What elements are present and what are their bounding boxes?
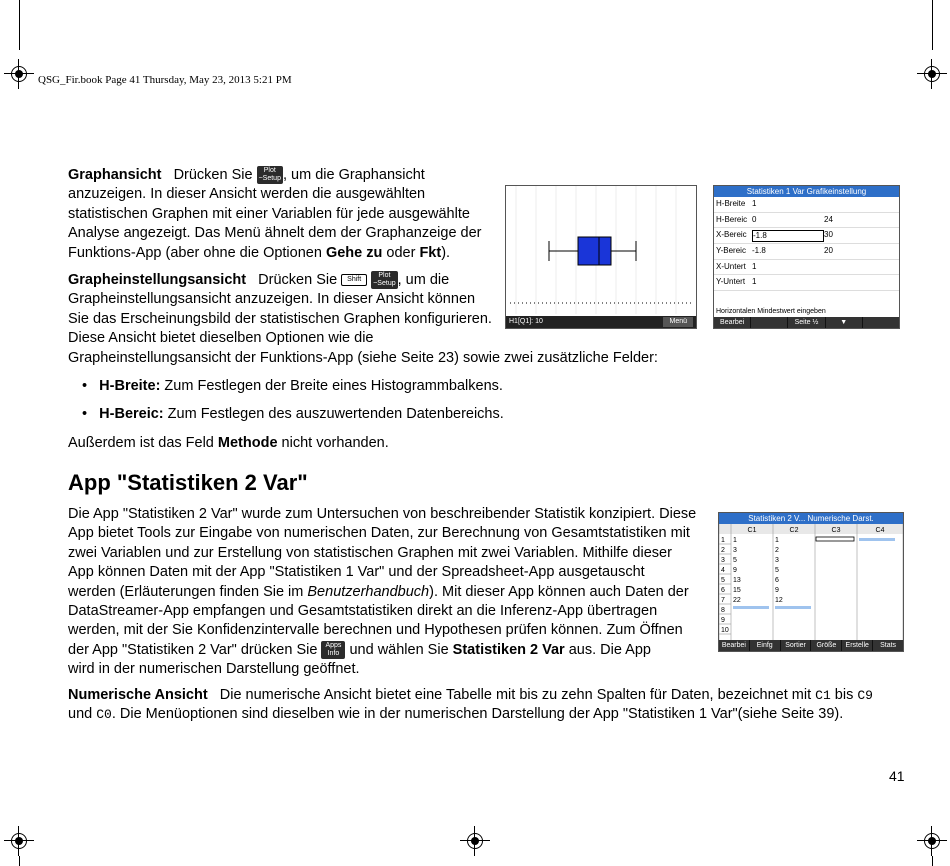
- text: werden (Erläuterungen finden Sie im: [68, 583, 308, 600]
- menu-button[interactable]: Bearbei: [714, 317, 750, 328]
- table-cell: 1: [721, 537, 725, 544]
- calculator-screen-plot-setup: [713, 185, 900, 329]
- text-line: Die App "Statistiken 2 Var" wurde zum Untersuchen von beschreibender Statistik konzipiert. Diese: [68, 506, 697, 522]
- bold-term: Fkt: [419, 244, 442, 261]
- registration-mark-icon: [4, 826, 34, 856]
- table-cell: 22: [733, 597, 741, 604]
- text-line: Sie das Erscheinungsbild der statistischen Graphen konfigurieren.: [68, 310, 492, 327]
- column-header: C2: [789, 527, 799, 534]
- table-cell: 13: [733, 577, 741, 584]
- bold-term: Methode: [217, 435, 278, 451]
- table-cell: 1: [733, 537, 737, 544]
- text: ). Mit dieser App können auch Daten der: [429, 583, 689, 600]
- text-line: Analyse angezeigt. Das Menü ähnelt dem der Graphanzeige der: [68, 225, 482, 242]
- setting-label: X-Untert: [716, 261, 746, 271]
- table-cell: 9: [775, 587, 779, 594]
- bold-term: Statistiken 2 Var: [452, 641, 565, 658]
- plot-key-icon: Plot ~Setup: [258, 167, 281, 183]
- text-line: statistischen Graphen mit einer Variablen für jede ausgewählte: [68, 205, 470, 222]
- text: Die numerische Ansicht bietet eine Tabelle mit bis zu zehn Spalten für Daten, bezeichnet mit: [219, 687, 816, 703]
- text-line: DataStreamer-App empfangen und Gesamtstatistiken direkt an die Inferenz-App übertragen: [68, 603, 658, 620]
- code-term: C1: [815, 688, 831, 703]
- setting-value[interactable]: 20: [824, 246, 833, 256]
- text: , um die: [397, 272, 450, 288]
- bullet-text: Zum Festlegen des auszuwertenden Datenbereichs.: [163, 406, 504, 422]
- screen-title: Statistiken 1 Var Grafikeinstellung: [714, 186, 899, 197]
- text: nicht vorhanden.: [277, 435, 389, 451]
- text-line: Diese Ansicht bietet dieselben Optionen wie die: [68, 330, 374, 347]
- code-term: C0: [96, 707, 112, 723]
- setting-label: H-Bereic: [716, 214, 748, 224]
- setting-value[interactable]: 1: [752, 261, 757, 271]
- calculator-screen-numeric: [718, 512, 904, 652]
- page-number: 41: [889, 768, 905, 784]
- text: und wählen Sie: [345, 641, 453, 658]
- bullet-term: H-Bereic:: [99, 406, 164, 422]
- status-text: H1[Q1]: 10: [509, 318, 543, 325]
- table-cell: 6: [721, 587, 725, 594]
- section-title: App "Statistiken 2 Var": [68, 470, 308, 495]
- text: Drücken Sie: [258, 272, 338, 288]
- text: oder: [382, 244, 420, 261]
- highlight-cell: [775, 606, 811, 609]
- text: ).: [441, 244, 451, 261]
- setting-row[interactable]: [714, 197, 899, 213]
- section-paragraph: [68, 505, 708, 680]
- setting-label: H-Breite: [716, 199, 746, 208]
- text: Drücken Sie: [173, 167, 253, 183]
- text-line: wird in der numerischen Darstellung geöffnet.: [68, 661, 360, 678]
- text: , um die Graphansicht: [282, 167, 425, 183]
- table-cell: 6: [775, 577, 779, 584]
- bullet-term: H-Breite:: [99, 378, 161, 394]
- numeric-view-paragraph: [68, 686, 938, 725]
- highlight-cell: [859, 538, 895, 541]
- setting-label: X-Bereic: [716, 230, 747, 240]
- graph-setup-heading: Grapheinstellungsansicht: [68, 272, 247, 288]
- table-cell: 5: [733, 557, 737, 564]
- plot-key-icon: Plot ~Setup: [373, 272, 396, 288]
- table-cell: 3: [721, 557, 725, 564]
- table-cell: 7: [721, 597, 725, 604]
- menu-button[interactable]: Menü: [663, 317, 693, 327]
- column-header: C1: [747, 527, 757, 534]
- table-cell: 15: [733, 587, 741, 594]
- setting-value[interactable]: -1.8: [752, 246, 766, 256]
- code-term: C9: [857, 688, 873, 703]
- bullet-item: • H-Bereic: Zum Festlegen des auszuwertenden Datenbereichs.: [82, 406, 504, 422]
- text: Außerdem ist das Feld: [68, 435, 218, 451]
- menu-button[interactable]: Seite ½: [788, 317, 824, 328]
- table-cell: 2: [721, 547, 725, 554]
- method-line: [68, 434, 389, 453]
- numeric-view-heading: Numerische Ansicht: [68, 687, 208, 703]
- menu-button[interactable]: Erstelle: [842, 640, 872, 651]
- table-cell: 3: [775, 557, 779, 564]
- setting-value[interactable]: 1: [752, 277, 757, 287]
- setting-row[interactable]: [714, 260, 899, 276]
- apps-key-icon: Apps Info: [321, 641, 345, 659]
- registration-mark-icon: [917, 826, 947, 856]
- graph-view-heading: Graphansicht: [68, 167, 162, 183]
- setting-label: Y-Untert: [716, 277, 746, 287]
- page-header: QSG_Fir.book Page 41 Thursday, May 23, 2013 5:21 PM: [38, 74, 292, 86]
- data-table: [719, 524, 903, 640]
- menu-button[interactable]: [751, 317, 787, 328]
- registration-mark-icon: [4, 59, 34, 89]
- table-cell: 1: [775, 537, 779, 544]
- cursor-cell: [816, 537, 854, 541]
- setting-row[interactable]: [714, 213, 899, 229]
- status-bar: [506, 316, 696, 328]
- highlight-cell: [733, 606, 769, 609]
- text: Funktions-App (aber ohne die Optionen: [68, 244, 326, 261]
- menu-button[interactable]: [863, 317, 899, 328]
- text-line: Grapheinstellungsansicht der Funktions-App (siehe Seite 23) sowie zwei zusätzliche Felder:: [68, 349, 658, 366]
- setting-row[interactable]: [714, 244, 899, 260]
- menu-button[interactable]: Größe: [811, 640, 841, 651]
- text: bis: [830, 687, 858, 703]
- table-cell: 10: [721, 627, 729, 634]
- menu-button[interactable]: Bearbei: [719, 640, 749, 651]
- column-header: C3: [831, 527, 841, 534]
- table-cell: 9: [733, 567, 737, 574]
- setting-value[interactable]: 24: [824, 214, 833, 224]
- menu-button[interactable]: ▼: [826, 317, 862, 328]
- table-cell: 5: [721, 577, 725, 584]
- text: aus. Die App: [564, 641, 651, 658]
- italic-term: Benutzerhandbuch: [307, 583, 430, 600]
- calculator-screen-graph: [505, 185, 697, 329]
- setting-value[interactable]: 1: [752, 199, 757, 208]
- table-cell: 4: [721, 567, 725, 574]
- registration-mark-icon: [460, 826, 490, 856]
- text: und: [68, 706, 97, 723]
- table-cell: 5: [775, 567, 779, 574]
- text-line: App können Daten mit der App "Statistiken 1 Var" und der Spreadsheet-App ausgetauscht: [68, 564, 645, 581]
- menu-button[interactable]: Einfg: [750, 640, 780, 651]
- table-cell: 12: [775, 597, 783, 604]
- text-line: anzuzeigen. In dieser Ansicht werden die ausgewählten: [68, 186, 426, 203]
- table-cell: 9: [721, 617, 725, 624]
- setting-row[interactable]: [714, 228, 899, 244]
- setting-row[interactable]: [714, 275, 899, 291]
- setting-label: Y-Bereic: [716, 246, 746, 256]
- column-header: C4: [875, 527, 885, 534]
- graph-view-paragraph: [68, 166, 498, 263]
- text-line: Grapheinstellungsansicht anzuzeigen. In dieser Ansicht können: [68, 291, 476, 308]
- screen-title: Statistiken 2 V... Numerische Darst.: [719, 513, 903, 524]
- hint-text: Horizontalen Mindestwert eingeben: [716, 308, 826, 315]
- table-cell: 8: [721, 607, 725, 614]
- shift-key-icon: Shift: [341, 274, 367, 286]
- text: der App "Statistiken 2 Var" drücken Sie: [68, 641, 318, 658]
- text: . Die Menüoptionen sind dieselben wie in der numerischen Darstellung der App "Statistiken 1 Var"(siehe Seite 39).: [111, 706, 844, 723]
- text-line: werden, mit der Sie Konfidenzintervalle berechnen und Hypothesen prüfen können. Zum Öffnen: [68, 622, 683, 639]
- setting-value[interactable]: -1.8: [752, 230, 824, 242]
- bullet-text: Zum Festlegen der Breite eines Histogrammbalkens.: [160, 378, 503, 394]
- registration-mark-icon: [917, 59, 947, 89]
- text-line: zwei Variablen und zur Erstellung von statistischen Graphen mit zwei Variablen. Mithilfe dieser: [68, 544, 672, 561]
- table-cell: 3: [733, 547, 737, 554]
- menu-button[interactable]: Stats: [873, 640, 903, 651]
- setting-value[interactable]: 0: [752, 214, 757, 224]
- bullet-item: • H-Breite: Zum Festlegen der Breite eines Histogrammbalkens.: [82, 378, 503, 394]
- text-line: App bietet Tools zur Eingabe von numerischen Daten, zur Berechnung von Gesamtstatistiken mit: [68, 525, 690, 542]
- table-cell: 2: [775, 547, 779, 554]
- bold-term: Gehe zu: [325, 244, 383, 261]
- setting-value[interactable]: 30: [824, 230, 833, 240]
- boxplot-graph: [506, 186, 696, 328]
- menu-button[interactable]: Sortier: [781, 640, 811, 651]
